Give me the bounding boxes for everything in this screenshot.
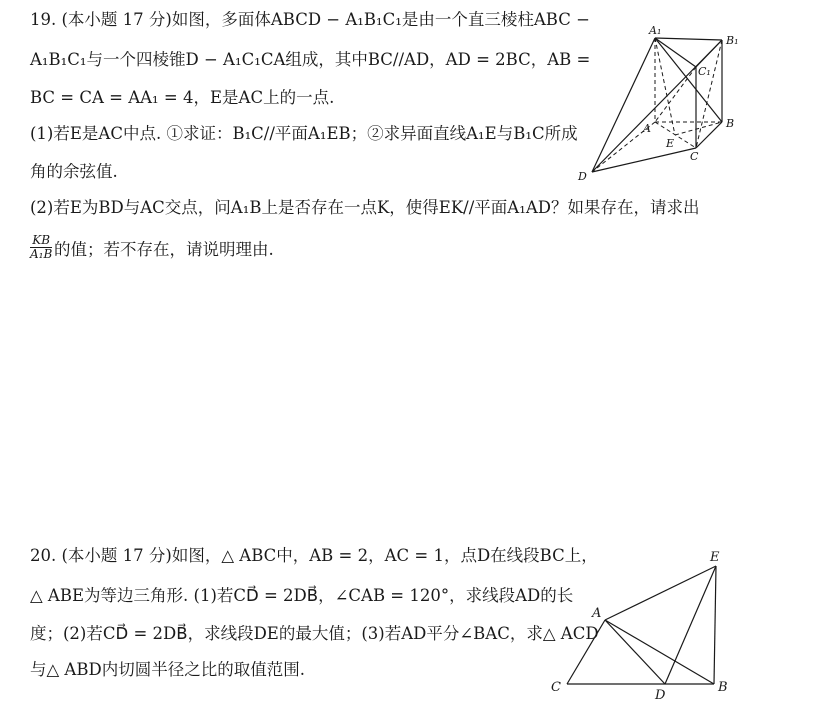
triangle-figure — [545, 545, 745, 705]
polyhedron-figure — [570, 15, 750, 185]
label-B1: B₁ — [726, 34, 739, 47]
triangle-label-A: A — [592, 606, 602, 621]
label-B: B — [726, 117, 735, 130]
q19-line-2: A₁B₁C₁与一个四棱锥D − A₁C₁CA组成，其中BC//AD，AD = 2BC，AB = — [30, 50, 591, 69]
triangle-label-D: D — [655, 688, 666, 703]
fraction-numerator: KB — [32, 233, 51, 247]
q19-line-3: BC = CA = AA₁ = 4，E是AC上的一点. — [30, 88, 335, 107]
q20-line-2: △ ABE为等边三角形. (1)若CD⃗ = 2DB⃗，∠CAB = 120°，求线段AD的长 — [30, 586, 574, 605]
fraction-denominator: A₁B — [30, 247, 53, 261]
label-C: C — [690, 150, 699, 163]
triangle-label-C: C — [551, 680, 561, 695]
triangle-label-E: E — [710, 550, 720, 565]
ratio-fraction — [30, 234, 52, 261]
label-C1: C₁ — [698, 65, 711, 78]
q19-line-1: 19. (本小题 17 分)如图，多面体ABCD − A₁B₁C₁是由一个直三棱柱ABC − — [30, 10, 590, 29]
label-A1: A₁ — [649, 24, 662, 37]
q19-line-7: 的值；若不存在，请说明理由. — [54, 240, 274, 259]
label-E: E — [666, 137, 675, 150]
q20-line-1: 20. (本小题 17 分)如图，△ ABC中，AB = 2，AC = 1，点D在线段BC上， — [30, 546, 598, 565]
q20-line-3: 度；(2)若CD⃗ = 2DB⃗，求线段DE的最大值；(3)若AD平分∠BAC，求△ ACD — [30, 624, 599, 643]
q19-line-6: (2)若E为BD与AC交点，问A₁B上是否存在一点K，使得EK//平面A₁AD？如果存在，请求出 — [30, 198, 700, 217]
label-D: D — [578, 170, 587, 183]
q20-line-4: 与△ ABD内切圆半径之比的取值范围. — [30, 660, 305, 679]
label-A: A — [643, 122, 651, 135]
q19-line-4: (1)若E是AC中点. ①求证：B₁C//平面A₁EB；②求异面直线A₁E与B₁C所成 — [30, 124, 578, 143]
q19-line-5: 角的余弦值. — [30, 162, 118, 181]
triangle-label-B: B — [718, 680, 728, 695]
